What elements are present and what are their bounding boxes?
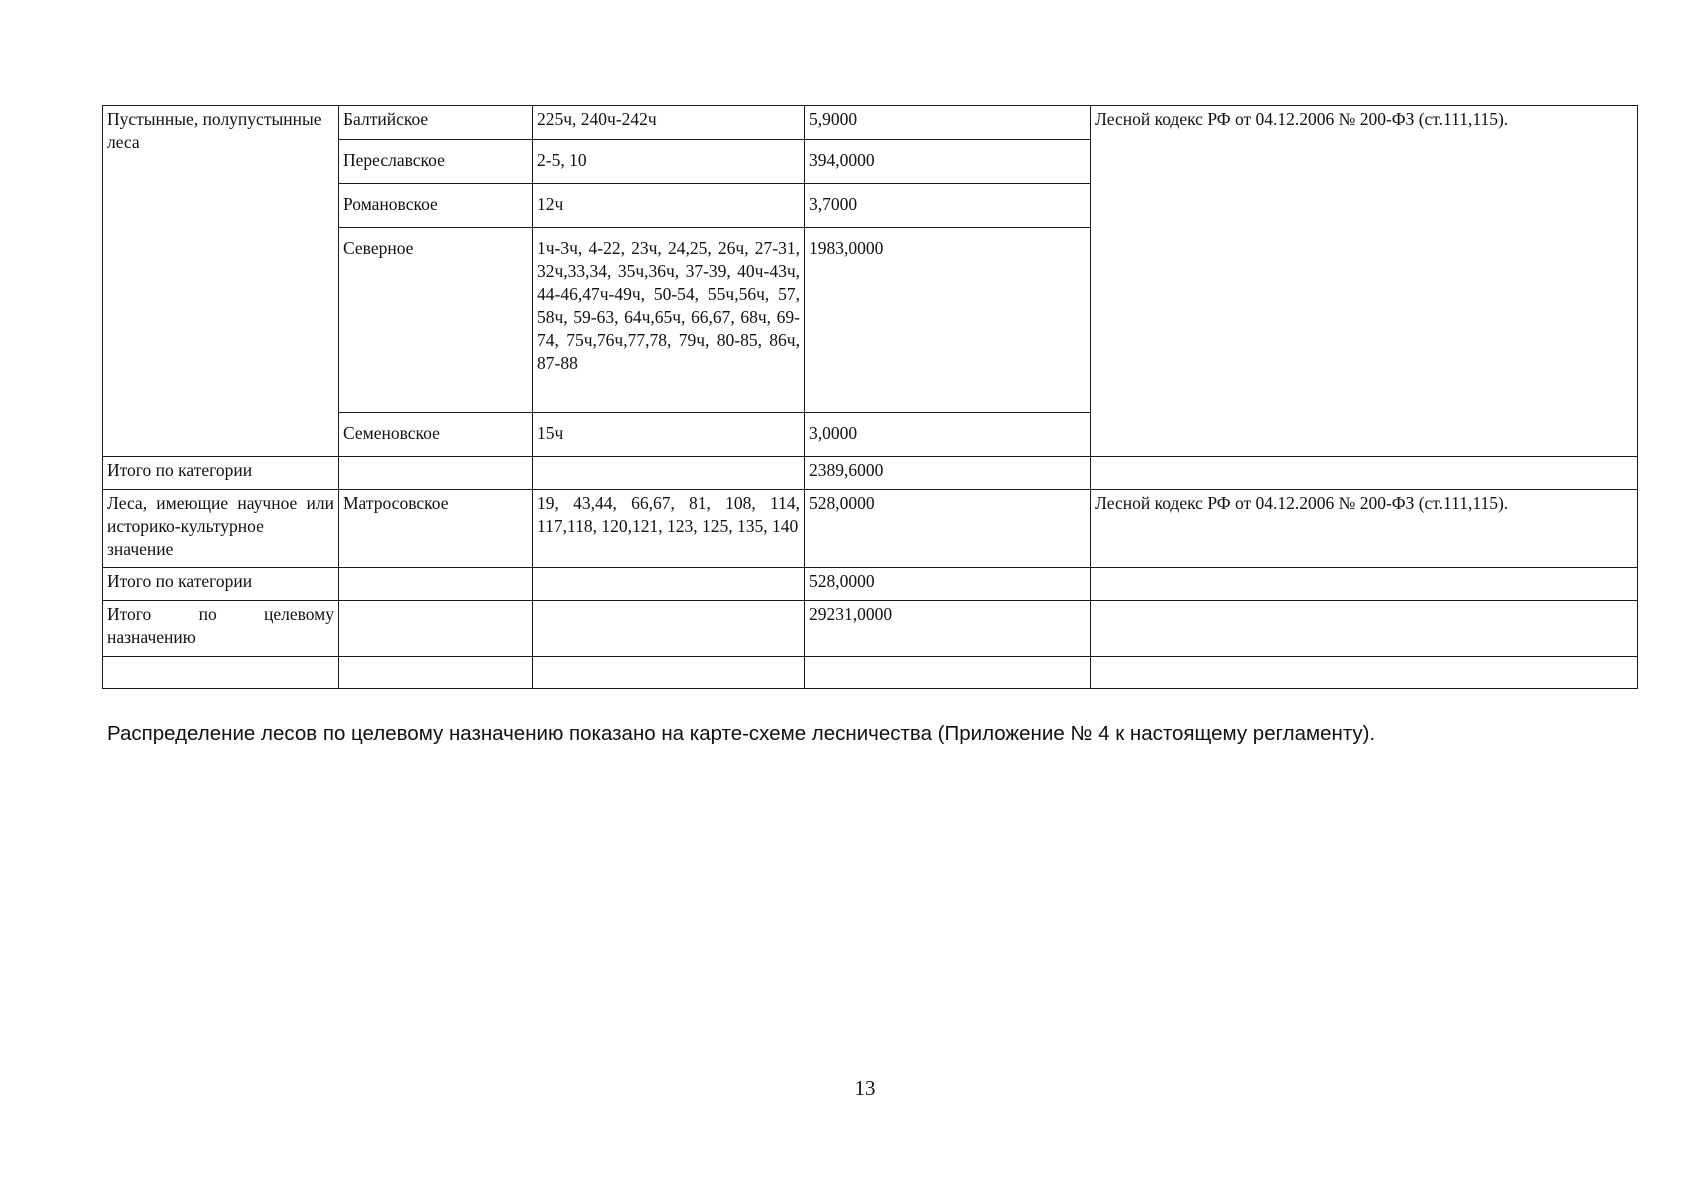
subtotal-area: 2389,6000 — [805, 457, 1091, 490]
area-cell: 3,7000 — [805, 184, 1091, 228]
table-row — [103, 490, 1638, 568]
empty-cell — [1091, 457, 1638, 490]
legal-basis-cell: Лесной кодекс РФ от 04.12.2006 № 200-ФЗ (ст.111,115). — [1091, 490, 1638, 568]
subtotal-row — [103, 568, 1638, 601]
empty-cell — [533, 657, 805, 689]
district-cell: Семеновское — [339, 413, 533, 457]
empty-cell — [339, 601, 533, 657]
distribution-note: Распределение лесов по целевому назначению показано на карте-схеме лесничества (Приложение № 4 к настоящему регламенту). — [107, 722, 1376, 745]
category-cell: Пустынные, полупустынные леса — [103, 106, 339, 457]
subtotal-area: 528,0000 — [805, 568, 1091, 601]
area-cell: 394,0000 — [805, 140, 1091, 184]
quarters-cell: 1ч-3ч, 4-22, 23ч, 24,25, 26ч, 27-31, 32ч,33,34, 35ч,36ч, 37-39, 40ч-43ч, 44-46,47ч-49ч, 50-54, 55ч,56ч, 57, 58ч, 59-63, 64ч,65ч, 66,67, 68ч, 69-74, 75ч,76ч,77,78, 79ч, 80-85, 86ч, 87-88 — [533, 228, 805, 413]
quarters-cell: 2-5, 10 — [533, 140, 805, 184]
page-number: 13 — [854, 1076, 876, 1100]
area-cell: 1983,0000 — [805, 228, 1091, 413]
district-cell: Романовское — [339, 184, 533, 228]
grand-total-label: Итого по целевому назначению — [103, 601, 339, 657]
empty-cell — [339, 657, 533, 689]
district-cell: Балтийское — [339, 106, 533, 140]
subtotal-row — [103, 457, 1638, 490]
area-cell: 3,0000 — [805, 413, 1091, 457]
empty-cell — [533, 568, 805, 601]
empty-cell — [533, 457, 805, 490]
district-cell: Северное — [339, 228, 533, 413]
quarters-cell: 19, 43,44, 66,67, 81, 108, 114, 117,118, 120,121, 123, 125, 135, 140 — [533, 490, 805, 568]
quarters-cell: 12ч — [533, 184, 805, 228]
subtotal-label: Итого по категории — [103, 568, 339, 601]
empty-cell — [533, 601, 805, 657]
empty-cell — [1091, 601, 1638, 657]
table-row — [103, 106, 1638, 140]
empty-row — [103, 657, 1638, 689]
empty-cell — [339, 457, 533, 490]
quarters-cell: 15ч — [533, 413, 805, 457]
empty-cell — [339, 568, 533, 601]
category-cell: Леса, имеющие научное или историко-культурное значение — [103, 490, 339, 568]
empty-cell — [805, 657, 1091, 689]
subtotal-label: Итого по категории — [103, 457, 339, 490]
empty-cell — [1091, 657, 1638, 689]
district-cell: Матросовское — [339, 490, 533, 568]
grand-total-row — [103, 601, 1638, 657]
area-cell: 528,0000 — [805, 490, 1091, 568]
legal-basis-cell: Лесной кодекс РФ от 04.12.2006 № 200-ФЗ (ст.111,115). — [1091, 106, 1638, 457]
district-cell: Переславское — [339, 140, 533, 184]
grand-total-area: 29231,0000 — [805, 601, 1091, 657]
area-cell: 5,9000 — [805, 106, 1091, 140]
forest-distribution-table — [102, 105, 1638, 689]
quarters-cell: 225ч, 240ч-242ч — [533, 106, 805, 140]
empty-cell — [1091, 568, 1638, 601]
empty-cell — [103, 657, 339, 689]
